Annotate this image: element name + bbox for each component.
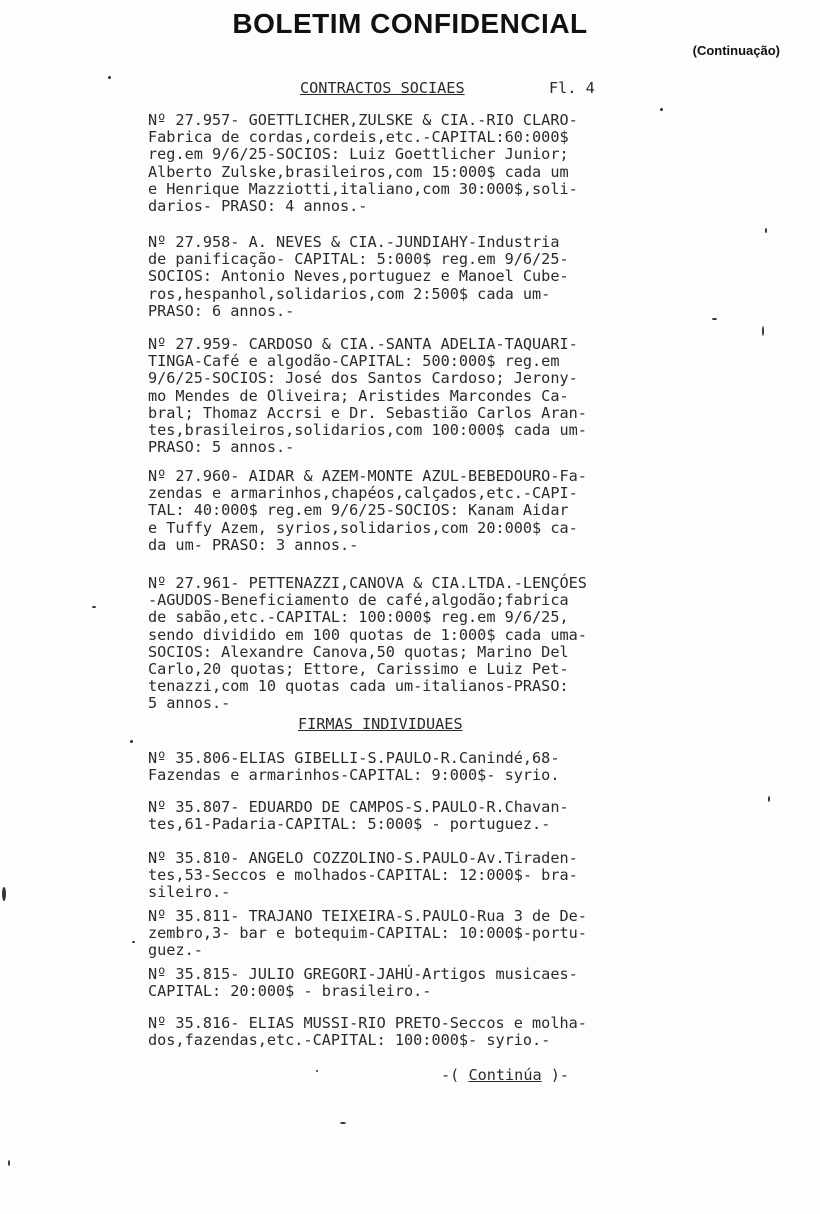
entry-line: TINGA-Café e algodão-CAPITAL: 500:000$ reg.em [148,352,560,371]
entry-line: Nº 35.806-ELIAS GIBELLI-S.PAULO-R.Canindé,68- [148,749,560,767]
entry-line: Nº 35.807- EDUARDO DE CAMPOS-S.PAULO-R.Chavan- [148,798,569,816]
section-heading-contracts [300,79,465,97]
section-heading-firms: FIRMAS INDIVIDUAES [298,715,463,733]
entry-line: Nº 35.815- JULIO GREGORI-JAHÚ-Artigos musicaes- [148,965,578,983]
entry-line: mo Mendes de Oliveira; Aristides Marcondes Ca- [148,386,569,405]
scan-speck [8,1160,10,1166]
entry-line: Nº 27.957- GOETTLICHER,ZULSKE & CIA.-RIO CLARO- [148,111,578,129]
entry-line: SOCIOS: Alexandre Canova,50 quotas; Marino Del [148,642,569,661]
contract-entry [148,336,648,456]
continues-footer [441,1066,569,1084]
entry-line: Nº 27.958- A. NEVES & CIA.-JUNDIAHY-Industria [148,233,560,251]
entry-line: de sabão,etc.-CAPITAL: 100:000$ reg.em 9/6/25, [148,608,569,627]
scan-speck [130,740,133,743]
entry-line: CAPITAL: 20:000$ - brasileiro.- [148,982,432,1001]
firm-entry [148,1015,648,1049]
entry-line: zendas e armarinhos,chapéos,calçados,etc.-CAPI- [148,484,578,503]
scan-speck [2,887,6,901]
firm-entry [148,750,648,784]
contract-entry [148,112,648,215]
entry-line: sendo dividido em 100 quotas de 1:000$ cada uma- [148,625,587,644]
scan-speck [340,1122,346,1124]
entry-line: bral; Thomaz Accrsi e Dr. Sebastião Carlos Aran- [148,403,587,422]
entry-line: zembro,3- bar e botequim-CAPITAL: 10:000$-portu- [148,924,587,943]
entry-line: Fazendas e armarinhos-CAPITAL: 9:000$- syrio. [148,766,560,785]
footer-prefix: -( [441,1066,460,1084]
entry-line: Nº 35.810- ANGELO COZZOLINO-S.PAULO-Av.Tiraden- [148,849,578,867]
continuation-note: (Continuação) [692,43,780,58]
entry-line: Nº 27.961- PETTENAZZI,CANOVA & CIA.LTDA.-LENÇÓES [148,574,587,592]
entry-line: tes,61-Padaria-CAPITAL: 5:000$ - portuguez.- [148,815,551,834]
folio-number: Fl. 4 [549,79,595,97]
scan-speck [316,1070,318,1072]
entry-line: e Henrique Mazziotti,italiano,com 30:000$,soli- [148,179,578,198]
entry-line: tenazzi,com 10 quotas cada um-italianos-PRASO: [148,677,569,696]
firm-entry [148,966,648,1000]
scan-speck [762,326,764,336]
entry-line: tes,brasileiros,solidarios,com 100:000$ cada um- [148,420,587,439]
entry-line: Nº 35.811- TRAJANO TEIXEIRA-S.PAULO-Rua 3 de De- [148,907,587,925]
entry-line: tes,53-Seccos e molhados-CAPITAL: 12:000$- bra- [148,866,578,885]
section-heading-contracts-text: CONTRACTOS SOCIAES [300,79,465,97]
contract-entry [148,575,648,713]
contract-entry [148,468,648,554]
entry-line: TAL: 40:000$ reg.em 9/6/25-SOCIOS: Kanam Aidar [148,501,569,520]
entry-line: guez.- [148,941,203,960]
entry-line: sileiro.- [148,883,231,902]
entry-line: PRASO: 6 annos.- [148,301,295,320]
contract-entry [148,234,648,320]
entry-line: da um- PRASO: 3 annos.- [148,535,359,554]
entry-line: reg.em 9/6/25-SOCIOS: Luiz Goettlicher Junior; [148,145,569,164]
entry-line: e Tuffy Azem, syrios,solidarios,com 20:000$ ca- [148,518,578,537]
footer-continues-word: Continúa [468,1066,542,1084]
entry-line: SOCIOS: Antonio Neves,portuguez e Manoel Cube- [148,267,569,286]
scan-speck [768,796,770,802]
masthead-title: BOLETIM CONFIDENCIAL [232,8,588,39]
entry-line: -AGUDOS-Beneficiamento de café,algodão;fabrica [148,591,569,610]
entry-line: 5 annos.- [148,694,231,713]
entry-line: dos,fazendas,etc.-CAPITAL: 100:000$- syrio.- [148,1031,551,1050]
scan-speck [765,228,767,233]
entry-line: darios- PRASO: 4 annos.- [148,196,368,215]
entry-line: 9/6/25-SOCIOS: José dos Santos Cardoso; Jerony- [148,369,578,388]
scan-speck [92,606,96,608]
entry-line: Alberto Zulske,brasileiros,com 15:000$ cada um [148,162,569,181]
entry-line: Fabrica de cordas,cordeis,etc.-CAPITAL:60:000$ [148,128,569,147]
entry-line: Carlo,20 quotas; Ettore, Carissimo e Luiz Pet- [148,659,569,678]
scan-speck [660,108,663,111]
firm-entry [148,799,648,833]
entry-line: Nº 35.816- ELIAS MUSSI-RIO PRETO-Seccos e molha- [148,1014,587,1032]
entry-line: Nº 27.960- AIDAR & AZEM-MONTE AZUL-BEBEDOURO-Fa- [148,467,587,485]
scan-speck [132,941,135,943]
firm-entry [148,908,648,960]
scan-speck [108,76,111,79]
entry-line: PRASO: 5 annos.- [148,438,295,457]
entry-line: de panificação- CAPITAL: 5:000$ reg.em 9/6/25- [148,250,569,269]
entry-line: ros,hespanhol,solidarios,com 2:500$ cada um- [148,284,551,303]
entry-line: Nº 27.959- CARDOSO & CIA.-SANTA ADELIA-TAQUARI- [148,335,578,353]
footer-suffix: )- [550,1066,570,1084]
firm-entry [148,850,648,902]
scan-speck [712,318,717,320]
